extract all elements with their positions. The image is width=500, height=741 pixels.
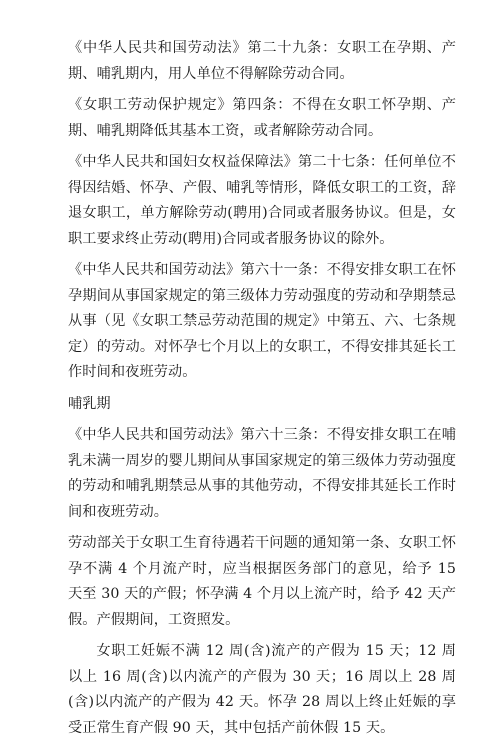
paragraph-ministry-notice-art1: 劳动部关于女职工生育待遇若干问题的通知第一条、女职工怀孕不满 4 个月流产时，应当根据医务部门的意见，给予 15 天至 30 天的产假；怀孕满 4 个月以上流产时，给予 42 天产假。产假期间，工资照发。 [68,535,456,628]
paragraph-labor-law-art29: 《中华人民共和国劳动法》第二十九条：女职工在孕期、产期、哺乳期内，用人单位不得解除劳动合同。 [68,40,456,82]
paragraph-female-protection-art4: 《女职工劳动保护规定》第四条：不得在女职工怀孕期、产期、哺乳期降低其基本工资，或者解除劳动合同。 [68,97,456,139]
section-heading-lactation: 哺乳期 [68,395,111,412]
paragraph-women-rights-art27: 《中华人民共和国妇女权益保障法》第二十七条：任何单位不得因结婚、怀孕、产假、哺乳等情形，降低女职工的工资，辞退女职工，单方解除劳动(聘用)合同或者服务协议。但是，女职工要求终止劳动(聘用)合同或者服务协议的除外。 [68,154,456,247]
paragraph-labor-law-art61: 《中华人民共和国劳动法》第六十一条：不得安排女职工在怀孕期间从事国家规定的第三级体力劳动强度的劳动和孕期禁忌从事（见《女职工禁忌劳动范围的规定》中第五、六、七条规定）的劳动。对怀孕七个月以上的女职工，不得安排其延长工作时间和夜班劳动。 [68,262,456,380]
paragraph-maternity-leave-rules: 女职工妊娠不满 12 周(含)流产的产假为 15 天；12 周以上 16 周(含)以内流产的产假为 30 天；16 周以上 28 周(含)以内流产的产假为 42 天。怀孕 28 周以上终止妊娠的享受正常生育产假 90 天，其中包括产前休假 15 天。 [68,643,456,736]
paragraph-labor-law-art63: 《中华人民共和国劳动法》第六十三条：不得安排女职工在哺乳未满一周岁的婴儿期间从事国家规定的第三级体力劳动强度的劳动和哺乳期禁忌从事的其他劳动，不得安排其延长工作时间和夜班劳动。 [68,427,456,520]
